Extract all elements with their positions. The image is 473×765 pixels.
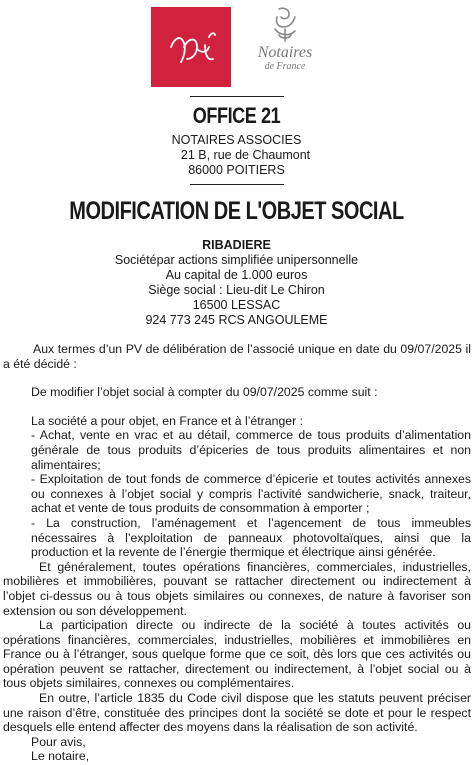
notice-body: [3, 342, 471, 764]
company-line-5: 924 773 245 RCS ANGOULEME: [145, 313, 328, 327]
paragraph-object-1: - Achat, vente en vrac et au détail, commerce de tous produits d’alimentation générale de tous produits d’épiceries de tous produits alimentaires et non alimentaires;: [31, 428, 471, 472]
company-line-3: Siège social : Lieu-dit Le Chiron: [148, 283, 325, 297]
company-name: RIBADIERE: [202, 238, 271, 252]
closing-pour-avis: Pour avis,: [31, 734, 86, 749]
paragraph-participation: La participation directe ou indirecte de la société à toutes activités ou opérations financières, commerciales, industrielles, mobilières et immobilières en France ou à l’étranger, sous quelque forme que ce soit, dès lors que ces activités ou opération peuvent se rattacher, directement ou indirectement, à l’objet social ou à tous objets similaires, connexes ou complémentaires.: [3, 618, 471, 691]
paragraph-object-intro: La société a pour objet, en France et à l’étranger :: [31, 413, 304, 428]
company-line-1: Sociétépar actions simplifiée unipersonnelle: [114, 253, 359, 267]
paragraph-decision: Aux termes d’un PV de délibération de l’associé unique en date du 09/07/2025 il a été décidé :: [3, 342, 471, 371]
middle-divider: [190, 184, 284, 185]
paragraph-article-1835: En outre, l’article 1835 du Code civil dispose que les statuts peuvent préciser une raison d’être, constituée des principes dont la société se dote et pour le respect desquels elle entend affecter des moyens dans la réalisation de son activité.: [3, 691, 471, 735]
notaires-de-france-logo: [240, 5, 330, 87]
top-divider: [190, 96, 284, 97]
paragraph-object-2: - Exploitation de tout fonds de commerce d’épicerie et toutes activités annexes ou connexes à l’objet social y compris l’activité sandwicherie, snack, traiteur, achat et vente de tous produits de consommation à emporter ;: [31, 472, 471, 516]
monogram-icon: [151, 7, 231, 87]
company-line-4: 16500 LESSAC: [192, 298, 281, 312]
paragraph-general: Et généralement, toutes opérations financières, commerciales, industrielles, mobilières et immobilières, pouvant se rattacher directement ou indirectement à l’objet ci-dessus ou à tous objets similaires ou connexes, de nature à favoriser son extension ou son développement.: [3, 559, 471, 618]
paragraph-object-3: - La construction, l’aménagement et l’agencement de tous immeubles nécessaires à l’exploitation de panneaux photovoltaïques, ainsi que la production et la revente de l’énergie thermique et électrique ainsi générée.: [31, 515, 471, 560]
office-title: OFFICE 21: [192, 103, 281, 128]
marianne-icon: [265, 5, 305, 43]
office-line-2: 21 B, rue de Chaumont: [180, 148, 311, 162]
office-line-1: NOTAIRES ASSOCIES: [171, 133, 302, 147]
paragraph-modification: De modifier l’objet social à compter du 09/07/2025 comme suit :: [31, 385, 378, 400]
notaires-red-logo: [151, 7, 231, 87]
company-line-2: Au capital de 1.000 euros: [165, 268, 308, 282]
closing-notaire: Le notaire,: [31, 749, 90, 764]
brand-subtitle: de France: [264, 61, 306, 72]
brand-name: Notaires: [257, 44, 313, 61]
office-line-3: 86000 POITIERS: [188, 163, 285, 177]
notice-title: MODIFICATION DE L'OBJET SOCIAL: [69, 197, 404, 225]
